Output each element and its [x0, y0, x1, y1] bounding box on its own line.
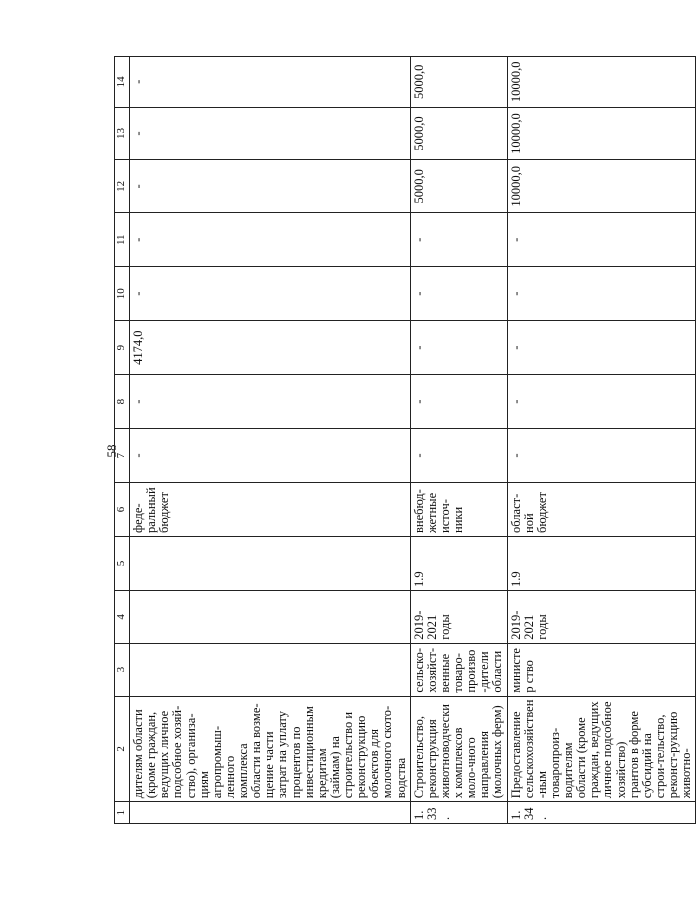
value-cell: -	[410, 267, 507, 321]
value-cell: -	[130, 213, 411, 267]
value-cell: -	[130, 375, 411, 429]
header-row	[115, 57, 130, 824]
indicator-ref	[130, 536, 411, 590]
value-cell: -	[130, 57, 411, 108]
value-cell: 4174,0	[130, 321, 411, 375]
value-cell: -	[507, 429, 696, 483]
column-header: 4	[115, 590, 130, 643]
column-header: 14	[115, 57, 130, 108]
budget-table	[114, 56, 696, 824]
table-row	[507, 57, 696, 824]
value-cell: -	[507, 375, 696, 429]
value-cell: -	[130, 160, 411, 213]
period: 2019-2021 годы	[410, 590, 507, 643]
column-header: 9	[115, 321, 130, 375]
funding-source: внебюд-жетные источ-ники	[410, 483, 507, 537]
column-header: 1	[115, 802, 130, 824]
column-header: 3	[115, 643, 130, 696]
indicator-ref: 1.9	[410, 536, 507, 590]
value-cell: -	[410, 429, 507, 483]
value-cell: -	[130, 107, 411, 160]
measure-name: дителям области (кроме граждан, ведущих личное подсобное хозяй-ство), организа-циям агропромыш-ленного комплекса области на возме-щение части затрат на уплату процентов по инвестиционным кредитам (займам) на строительство и реконструкцию объектов для молочного ското-водства	[130, 696, 411, 802]
executor: сельско-хозяйст-венные товаро-произво-дители области	[410, 643, 507, 696]
table-row	[130, 57, 411, 824]
column-header: 13	[115, 107, 130, 160]
table-container	[114, 56, 694, 824]
funding-source: феде-ральный бюджет	[130, 483, 411, 537]
value-cell: -	[410, 321, 507, 375]
value-cell: 10000,0	[507, 160, 696, 213]
measure-name: Предоставление сельскохозяйствен-ным товаропроиз-водителям области (кроме граждан, ведущих личное подсобное хозяйство) грантов в форме субсидий на строи-тельство, реконст-рукцию животно-	[507, 696, 696, 802]
value-cell: 5000,0	[410, 160, 507, 213]
row-number: 1.33.	[410, 802, 507, 824]
indicator-ref: 1.9	[507, 536, 696, 590]
executor: министер ство	[507, 643, 696, 696]
value-cell: -	[507, 321, 696, 375]
column-header: 5	[115, 536, 130, 590]
value-cell: -	[410, 375, 507, 429]
row-number: 1.34.	[507, 802, 696, 824]
period	[130, 590, 411, 643]
value-cell: -	[130, 429, 411, 483]
executor	[130, 643, 411, 696]
value-cell: 5000,0	[410, 107, 507, 160]
value-cell: -	[410, 213, 507, 267]
column-header: 10	[115, 267, 130, 321]
column-header: 8	[115, 375, 130, 429]
measure-name: Строительство, реконструкция животноводческих комплексов моло-чного направления (молочных ферм)	[410, 696, 507, 802]
funding-source: област-ной бюджет	[507, 483, 696, 537]
value-cell: 10000,0	[507, 107, 696, 160]
value-cell: -	[507, 213, 696, 267]
value-cell: 10000,0	[507, 57, 696, 108]
page-number: 58	[104, 444, 119, 458]
rotated-table	[114, 56, 694, 824]
value-cell: -	[130, 267, 411, 321]
column-header: 7	[115, 429, 130, 483]
period: 2019-2021 годы	[507, 590, 696, 643]
column-header: 2	[115, 696, 130, 802]
column-header: 12	[115, 160, 130, 213]
column-header: 11	[115, 213, 130, 267]
row-number	[130, 802, 411, 824]
value-cell: 5000,0	[410, 57, 507, 108]
table-row	[410, 57, 507, 824]
column-header: 6	[115, 483, 130, 537]
value-cell: -	[507, 267, 696, 321]
